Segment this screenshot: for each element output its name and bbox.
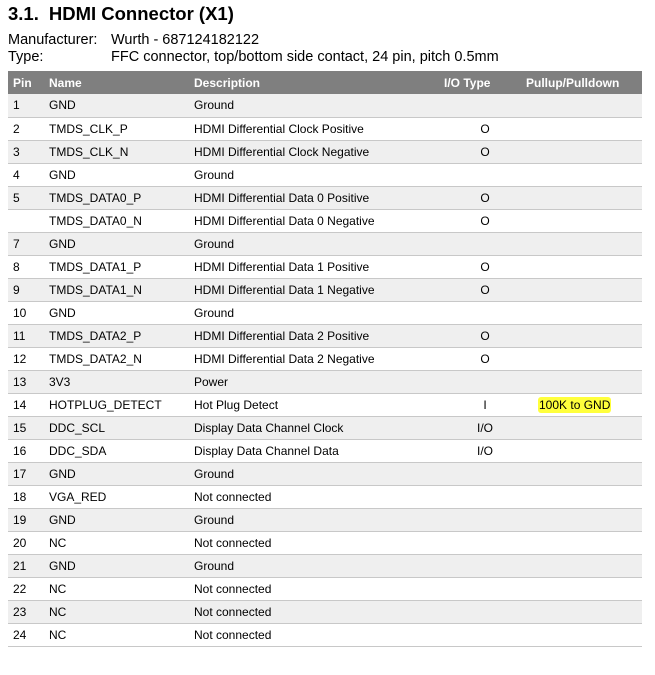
cell-name: TMDS_DATA0_P (49, 190, 142, 205)
cell-name: TMDS_CLK_P (49, 121, 128, 136)
type-line (8, 49, 499, 65)
cell-name: GND (49, 305, 76, 320)
cell-name: 3V3 (49, 374, 71, 389)
table-row (8, 255, 642, 278)
cell-pullup-pulldown (526, 462, 642, 485)
cell-description: Ground (194, 512, 235, 527)
section-title: HDMI Connector (X1) (48, 3, 234, 24)
cell-io-type: O (480, 144, 490, 159)
cell-pin: 1 (13, 98, 20, 113)
table-row (8, 508, 642, 531)
cell-pullup-pulldown (526, 232, 642, 255)
cell-name: DDC_SCL (49, 420, 106, 435)
pin-table-header (8, 71, 642, 94)
cell-name: TMDS_DATA2_N (49, 351, 142, 366)
cell-pullup-pulldown (526, 393, 642, 416)
cell-pin: 15 (13, 420, 27, 435)
cell-pin: 5 (13, 190, 20, 205)
table-row (8, 370, 642, 393)
cell-name: NC (49, 581, 67, 596)
cell-description: HDMI Differential Data 0 Positive (194, 190, 370, 205)
table-row (8, 209, 642, 232)
cell-io-type (444, 623, 526, 646)
cell-io-type (444, 577, 526, 600)
cell-pullup-pulldown (526, 577, 642, 600)
cell-pin: 7 (13, 236, 20, 251)
cell-pin: 21 (13, 558, 27, 573)
cell-pullup-pulldown (526, 255, 642, 278)
cell-pullup-pulldown (526, 508, 642, 531)
cell-name: GND (49, 167, 76, 182)
cell-name: GND (49, 512, 76, 527)
cell-name: DDC_SDA (49, 443, 107, 458)
cell-description: HDMI Differential Clock Positive (194, 121, 364, 136)
pin-table-body (8, 94, 642, 646)
cell-pullup-pulldown (526, 370, 642, 393)
cell-io-type: O (480, 259, 490, 274)
cell-description: HDMI Differential Data 2 Negative (194, 351, 375, 366)
cell-io-type: O (480, 190, 490, 205)
table-row (8, 600, 642, 623)
header-io-type: I/O Type (444, 75, 491, 90)
header-name: Name (49, 75, 82, 90)
cell-pullup-pulldown (526, 531, 642, 554)
cell-pin: 2 (13, 121, 20, 136)
cell-io-type: I/O (476, 443, 493, 458)
cell-pin (8, 209, 49, 232)
cell-io-type (444, 554, 526, 577)
table-row (8, 531, 642, 554)
header-pullup-pulldown: Pullup/Pulldown (526, 75, 620, 90)
table-row (8, 140, 642, 163)
cell-pin: 4 (13, 167, 20, 182)
table-row (8, 232, 642, 255)
cell-io-type (444, 370, 526, 393)
cell-io-type (444, 531, 526, 554)
table-row (8, 462, 642, 485)
cell-pullup-pulldown (526, 439, 642, 462)
cell-pin: 24 (13, 627, 27, 642)
cell-description: Display Data Channel Data (194, 443, 339, 458)
table-row (8, 278, 642, 301)
cell-pin: 16 (13, 443, 27, 458)
table-row (8, 393, 642, 416)
cell-name: TMDS_DATA1_P (49, 259, 142, 274)
cell-pin: 9 (13, 282, 20, 297)
cell-pullup-pulldown (526, 347, 642, 370)
cell-name: GND (49, 98, 76, 113)
cell-name: HOTPLUG_DETECT (49, 397, 162, 412)
table-row (8, 301, 642, 324)
cell-description: HDMI Differential Clock Negative (194, 144, 370, 159)
cell-description: Ground (194, 466, 235, 481)
cell-pin: 17 (13, 466, 27, 481)
cell-pullup-pulldown (526, 209, 642, 232)
cell-description: Ground (194, 236, 235, 251)
cell-pullup-pulldown (526, 117, 642, 140)
cell-pin: 3 (13, 144, 20, 159)
cell-pullup-pulldown (526, 94, 642, 117)
cell-pullup-pulldown (526, 140, 642, 163)
type-label: Type: (8, 49, 44, 65)
cell-pin: 23 (13, 604, 27, 619)
cell-pin: 12 (13, 351, 27, 366)
cell-pullup-pulldown (526, 485, 642, 508)
cell-description: Ground (194, 98, 235, 113)
table-row (8, 439, 642, 462)
cell-io-type (444, 462, 526, 485)
cell-description: HDMI Differential Data 0 Negative (194, 213, 375, 228)
cell-name: GND (49, 558, 76, 573)
header-row (8, 71, 642, 94)
table-row (8, 577, 642, 600)
manufacturer-label: Manufacturer: (8, 32, 98, 48)
cell-pin: 10 (13, 305, 27, 320)
cell-io-type (444, 163, 526, 186)
pin-table (8, 71, 642, 647)
cell-description: HDMI Differential Data 1 Positive (194, 259, 370, 274)
cell-name: NC (49, 604, 67, 619)
cell-description: HDMI Differential Data 2 Positive (194, 328, 370, 343)
cell-pullup-pulldown (526, 186, 642, 209)
table-row (8, 347, 642, 370)
cell-name: GND (49, 466, 76, 481)
cell-pin: 20 (13, 535, 27, 550)
highlighted-pull-value: 100K to GND (539, 397, 611, 412)
cell-pullup-pulldown (526, 623, 642, 646)
cell-io-type (444, 232, 526, 255)
cell-name: TMDS_DATA1_N (49, 282, 142, 297)
manufacturer-line (8, 32, 259, 48)
cell-description: Ground (194, 305, 235, 320)
cell-description: Ground (194, 558, 235, 573)
cell-pin: 22 (13, 581, 27, 596)
cell-io-type (444, 600, 526, 623)
table-row (8, 94, 642, 117)
cell-pin: 8 (13, 259, 20, 274)
table-row (8, 324, 642, 347)
cell-pullup-pulldown (526, 278, 642, 301)
cell-pullup-pulldown (526, 600, 642, 623)
cell-description: Power (194, 374, 229, 389)
cell-pullup-pulldown (526, 554, 642, 577)
cell-pin: 13 (13, 374, 27, 389)
cell-description: Not connected (194, 489, 272, 504)
cell-description: Not connected (194, 535, 272, 550)
cell-pullup-pulldown (526, 163, 642, 186)
type-value: FFC connector, top/bottom side contact, 24 pin, pitch 0.5mm (111, 49, 499, 65)
header-description: Description (194, 75, 261, 90)
table-row (8, 554, 642, 577)
cell-pin: 19 (13, 512, 27, 527)
cell-description: Hot Plug Detect (194, 397, 279, 412)
cell-description: Display Data Channel Clock (194, 420, 344, 435)
table-row (8, 623, 642, 646)
cell-io-type (444, 301, 526, 324)
header-pin: Pin (13, 75, 32, 90)
cell-io-type: O (480, 328, 490, 343)
cell-io-type (444, 508, 526, 531)
cell-pullup-pulldown (526, 416, 642, 439)
cell-name: NC (49, 627, 67, 642)
cell-io-type: I (483, 397, 487, 412)
cell-io-type: O (480, 282, 490, 297)
cell-io-type: O (480, 351, 490, 366)
cell-pullup-pulldown (526, 324, 642, 347)
cell-io-type (444, 485, 526, 508)
table-row (8, 117, 642, 140)
cell-io-type: I/O (476, 420, 493, 435)
cell-pullup-pulldown (526, 301, 642, 324)
cell-description: HDMI Differential Data 1 Negative (194, 282, 375, 297)
cell-name: NC (49, 535, 67, 550)
cell-pin: 18 (13, 489, 27, 504)
table-row (8, 485, 642, 508)
cell-name: TMDS_DATA0_N (49, 213, 142, 228)
cell-name: GND (49, 236, 76, 251)
cell-io-type (444, 94, 526, 117)
table-row (8, 163, 642, 186)
cell-description: Ground (194, 167, 235, 182)
section-number: 3.1. (8, 3, 39, 24)
section-heading (8, 3, 234, 25)
cell-name: TMDS_DATA2_P (49, 328, 142, 343)
cell-name: VGA_RED (49, 489, 107, 504)
cell-io-type: O (480, 213, 490, 228)
cell-io-type: O (480, 121, 490, 136)
cell-description: Not connected (194, 604, 272, 619)
cell-description: Not connected (194, 627, 272, 642)
manufacturer-value: Wurth - 687124182122 (111, 32, 260, 48)
cell-pin: 11 (13, 328, 26, 343)
cell-description: Not connected (194, 581, 272, 596)
table-row (8, 186, 642, 209)
cell-pin: 14 (13, 397, 27, 412)
table-row (8, 416, 642, 439)
cell-name: TMDS_CLK_N (49, 144, 129, 159)
